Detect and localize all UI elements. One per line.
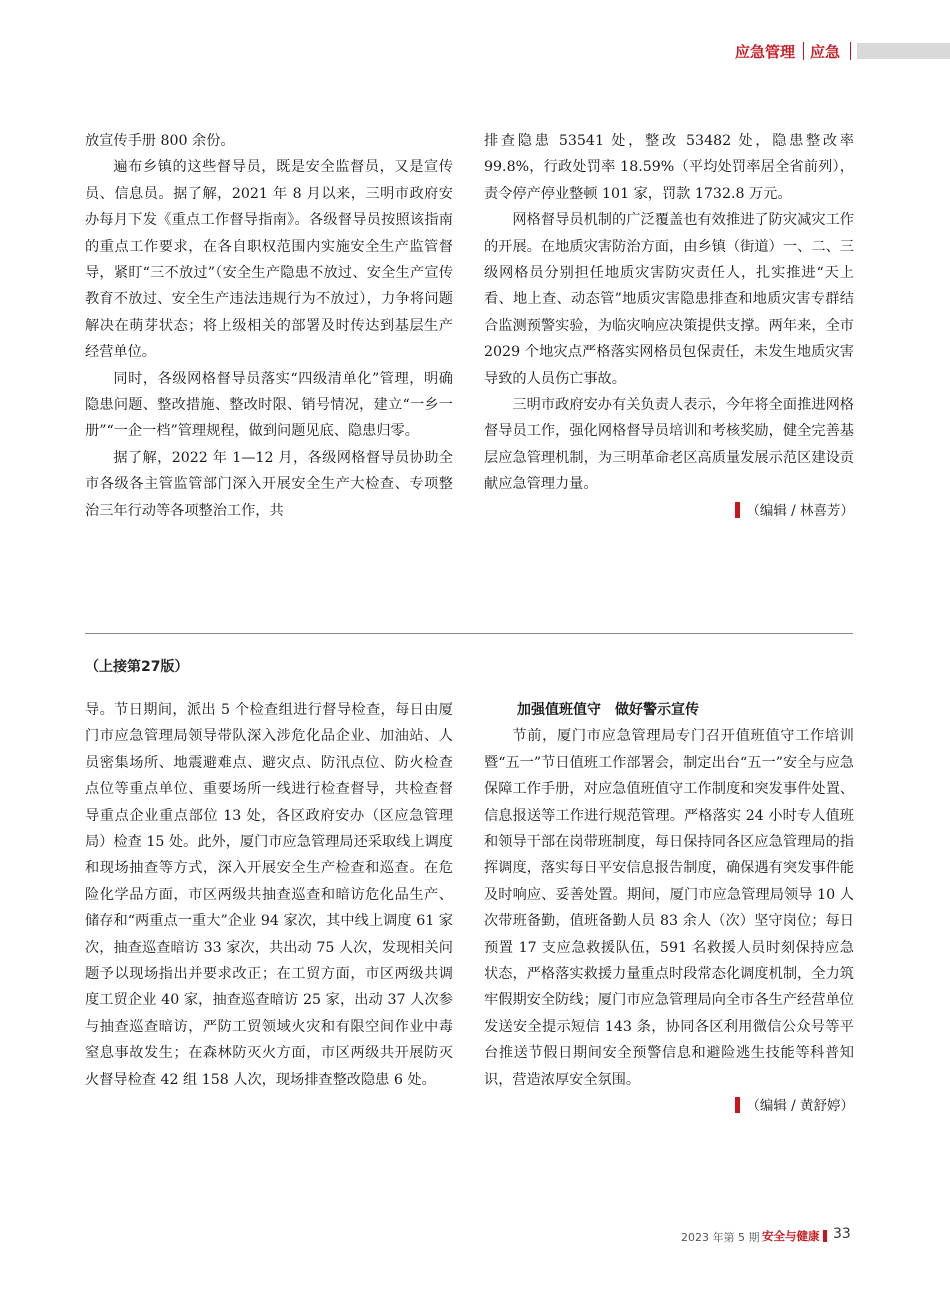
footer-mark: [823, 1230, 827, 1242]
editor-credit: [484, 498, 854, 524]
top-left-column: [85, 128, 453, 524]
bottom-right-column: [484, 697, 854, 1119]
paragraph: 同时，各级网格督导员落实“四级清单化”管理，明确隐患问题、整改措施、整改时限、销号情况，建立“一乡一册”“一企一档”管理规程，做到问题见底、隐患归零。: [85, 370, 453, 440]
continued-label: （上接第27版）: [85, 659, 189, 675]
editor-mark: [735, 1097, 740, 1113]
section-subtitle: 应急: [810, 43, 841, 61]
paragraph: 网格督导员机制的广泛覆盖也有效推进了防灾减灾工作的开展。在地质灾害防治方面，由乡镇（街道）一、二、三级网格员分别担任地质灾害防灾责任人，扎实推进“天上看、地上查、动态管”地质灾害隐患排查和地质灾害专群结合监测预警实验，为临灾响应决策提供支撑。两年来，全市 2029 个地灾点严格落实网格员包保责任，未发生地质灾害导致的人员伤亡事故。: [484, 212, 854, 387]
paragraph: 据了解，2022 年 1—12 月，各级网格督导员协助全市各级各主管监管部门深入开展安全生产大检查、专项整治三年行动等各项整治工作，共: [85, 449, 453, 519]
paragraph: 遍布乡镇的这些督导员，既是安全监督员，又是宣传员、信息员。据了解，2021 年 8 月以来，三明市政府安办每月下发《重点工作督导指南》。各级督导员按照该指南的重点工作要求，在各自职权范围内实施安全生产监管督导，紧盯“三不放过”（安全生产隐患不放过、安全生产宣传教育不放过、安全生产违法违规行为不放过），力争将问题解决在萌芽状态；将上级相关的部署及时传达到基层生产经营单位。: [85, 159, 453, 361]
bottom-left-column: [85, 697, 453, 1093]
paragraph: 三明市政府安办有关负责人表示，今年将全面推进网格督导员工作，强化网格督导员培训和考核奖励，健全完善基层应急管理机制，为三明革命老区高质量发展示范区建设贡献应急管理力量。: [484, 397, 854, 493]
editor-mark: [735, 502, 740, 518]
page-header: [0, 40, 950, 64]
page-footer: [0, 1226, 950, 1246]
magazine-name: 安全与健康: [762, 1229, 820, 1243]
paragraph: 节前，厦门市应急管理局专门召开值班值守工作培训暨“五一”节日值班工作部署会，制定出台“五一”安全与应急保障工作手册，对应急值班值守工作制度和突发事件处置、信息报送等工作进行规范管理。严格落实 24 小时专人值班和领导干部在岗带班制度，每日保持同各区应急管理局的指挥调度，落实每日平安信息报告制度，确保遇有突发事件能及时响应、妥善处置。期间，厦门市应急管理局领导 10 人次带班备勤，值班备勤人员 83 余人（次）坚守岗位；每日预置 17 支应急救援队伍，591 名救援人员时刻保持应急状态，严格落实救援力量重点时段常态化调度机制，全力筑牢假期安全防线；厦门市应急管理局向全市各生产经营单位发送安全提示短信 143 条，协同各区利用微信公众号等平台推送节假日期间安全预警信息和避险逃生技能等科普知识，营造浓厚安全氛围。: [484, 728, 854, 1088]
header-divider: [803, 42, 804, 60]
paragraph: 放宣传手册 800 余份。: [85, 133, 235, 149]
editor-credit: [484, 1093, 854, 1119]
page-number: 33: [833, 1226, 851, 1242]
issue-label: 2023 年第 5 期: [681, 1231, 760, 1244]
header-divider: [850, 42, 851, 60]
editor-name: （编辑 / 林喜芳）: [746, 502, 854, 519]
top-right-column: [484, 128, 854, 524]
subheading: 加强值班值守 做好警示宣传: [517, 702, 699, 718]
section-title: 应急管理: [735, 43, 796, 61]
editor-name: （编辑 / 黄舒婷）: [746, 1098, 854, 1115]
header-bar: [857, 43, 950, 59]
paragraph: 排查隐患 53541 处，整改 53482 处，隐患整改率 99.8%，行政处罚率 18.59%（平均处罚率居全省前列），责令停产停业整顿 101 家，罚款 1732.8 万元。: [484, 133, 854, 202]
paragraph: 导。节日期间，派出 5 个检查组进行督导检查，每日由厦门市应急管理局领导带队深入涉危化品企业、加油站、人员密集场所、地震避难点、避灾点、防汛点位、防火检查点位等重点单位、重要场所一线进行检查督导，共检查督导重点企业重点部位 13 处，各区政府安办（区应急管理局）检查 15 处。此外，厦门市应急管理局还采取线上调度和现场抽查等方式，深入开展安全生产检查和巡查。在危险化学品方面，市区两级共抽查巡查和暗访危化品生产、储存和“两重点一重大”企业 94 家次，其中线上调度 61 家次，抽查巡查暗访 33 家次，共出动 75 人次，发现相关问题予以现场指出并要求改正；在工贸方面，市区两级共调度工贸企业 40 家，抽查巡查暗访 25 家，出动 37 人次参与抽查巡查暗访，严防工贸领域火灾和有限空间作业中毒窒息事故发生；在森林防灭火方面，市区两级共开展防灭火督导检查 42 组 158 人次，现场排查整改隐患 6 处。: [85, 702, 453, 1088]
section-divider: [85, 633, 853, 634]
